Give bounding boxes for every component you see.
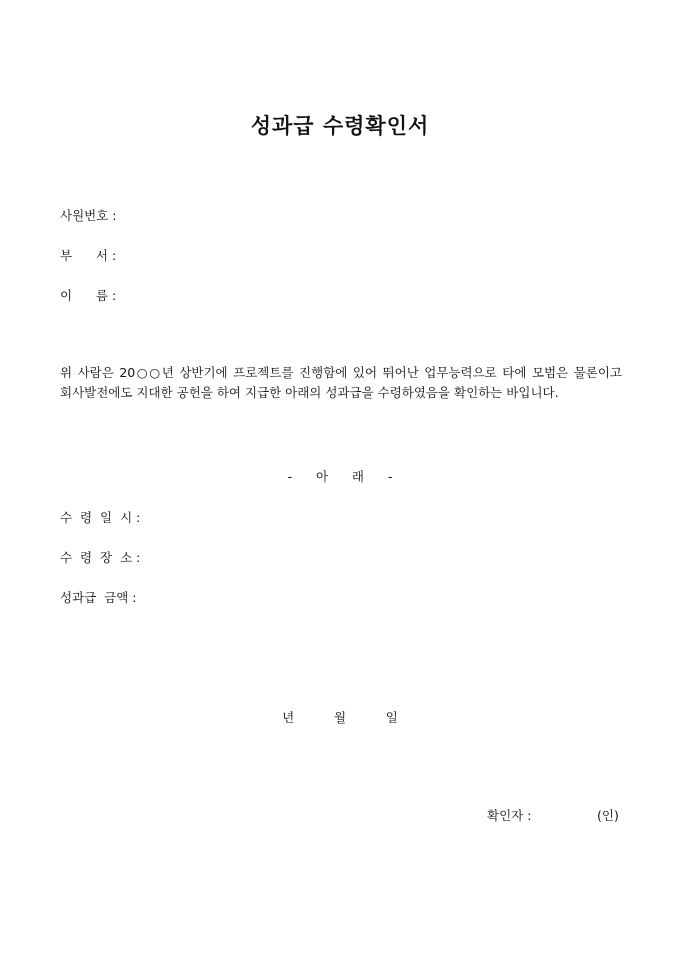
confirmer-label: 확인자 : xyxy=(487,808,532,823)
below-marker: - 아 래 - xyxy=(287,469,393,484)
department-label: 부 서 : xyxy=(60,248,117,263)
confirmation-statement: 위 사람은 20○○년 상반기에 프로젝트를 진행함에 있어 뛰어난 업무능력으로 타에 모범은 물론이고 회사발전에도 지대한 공헌을 하여 지급한 아래의 성과급을 수령하였음을 확인하는 바입니다. xyxy=(60,365,622,400)
employee-number-label: 사원번호 : xyxy=(60,208,117,223)
seal-label: (인) xyxy=(597,808,619,823)
document-title: 성과급 수령확인서 xyxy=(250,114,430,138)
receipt-place-label: 수 령 장 소 : xyxy=(60,550,141,565)
receipt-date-label: 수 령 일 시 : xyxy=(60,510,141,525)
date-line: 년 월 일 xyxy=(282,710,398,725)
bonus-amount-label: 성과급 금액 : xyxy=(60,590,137,605)
name-label: 이 름 : xyxy=(60,288,117,303)
